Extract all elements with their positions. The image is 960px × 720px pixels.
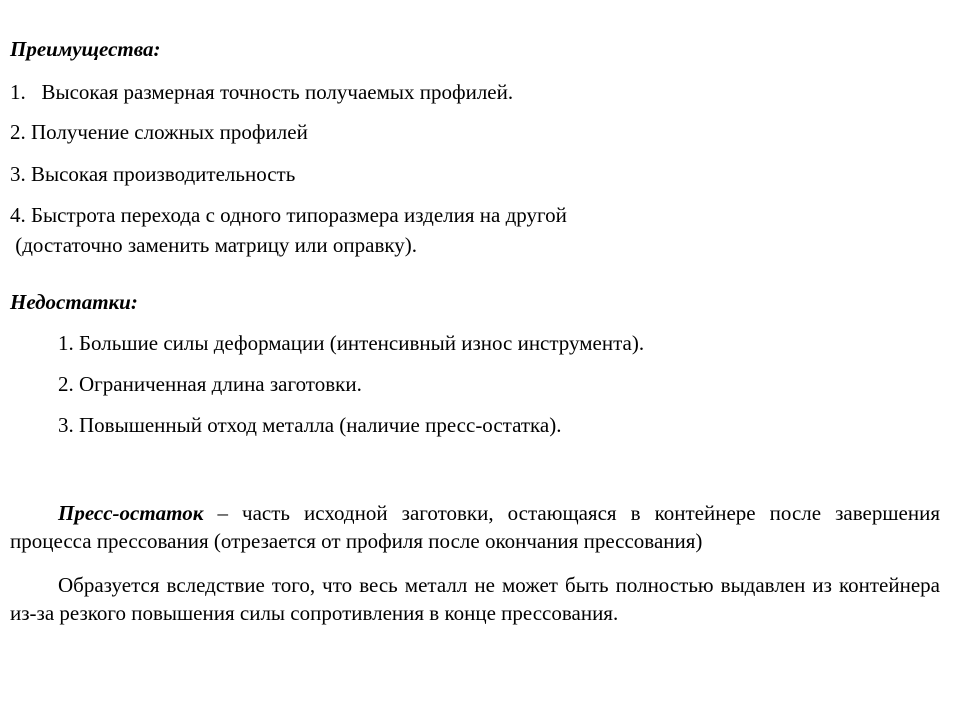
disadvantage-item-2: 2. Ограниченная длина заготовки. — [58, 372, 362, 396]
advantages-heading: Преимущества: — [10, 37, 161, 61]
advantage-item-1: 1. Высокая размерная точность получаемых профилей. — [10, 80, 514, 104]
advantage-item-3: 3. Высокая производительность — [10, 162, 296, 186]
disadvantage-item-3: 3. Повышенный отход металла (наличие пресс-остатка). — [58, 413, 562, 437]
definition-term: Пресс-остаток — [58, 501, 204, 525]
disadvantage-item-1: 1. Большие силы деформации (интенсивный износ инструмента). — [58, 331, 645, 355]
advantage-item-2: 2. Получение сложных профилей — [10, 120, 308, 144]
advantage-item-4: 4. Быстрота перехода с одного типоразмера изделия на другой — [10, 203, 567, 227]
definition-paragraph — [10, 499, 940, 555]
disadvantages-heading: Недостатки: — [10, 290, 138, 314]
explanation-paragraph: Образуется вследствие того, что весь металл не может быть полностью выдавлен из контейнера из-за резкого повышения силы сопротивления в конце прессования. — [10, 573, 940, 625]
definition-text: – часть исходной заготовки, остающаяся в контейнере после завершения процесса прессования (отрезается от профиля после окончания прессования) — [10, 501, 940, 553]
advantage-item-4-continuation: (достаточно заменить матрицу или оправку). — [10, 233, 418, 257]
